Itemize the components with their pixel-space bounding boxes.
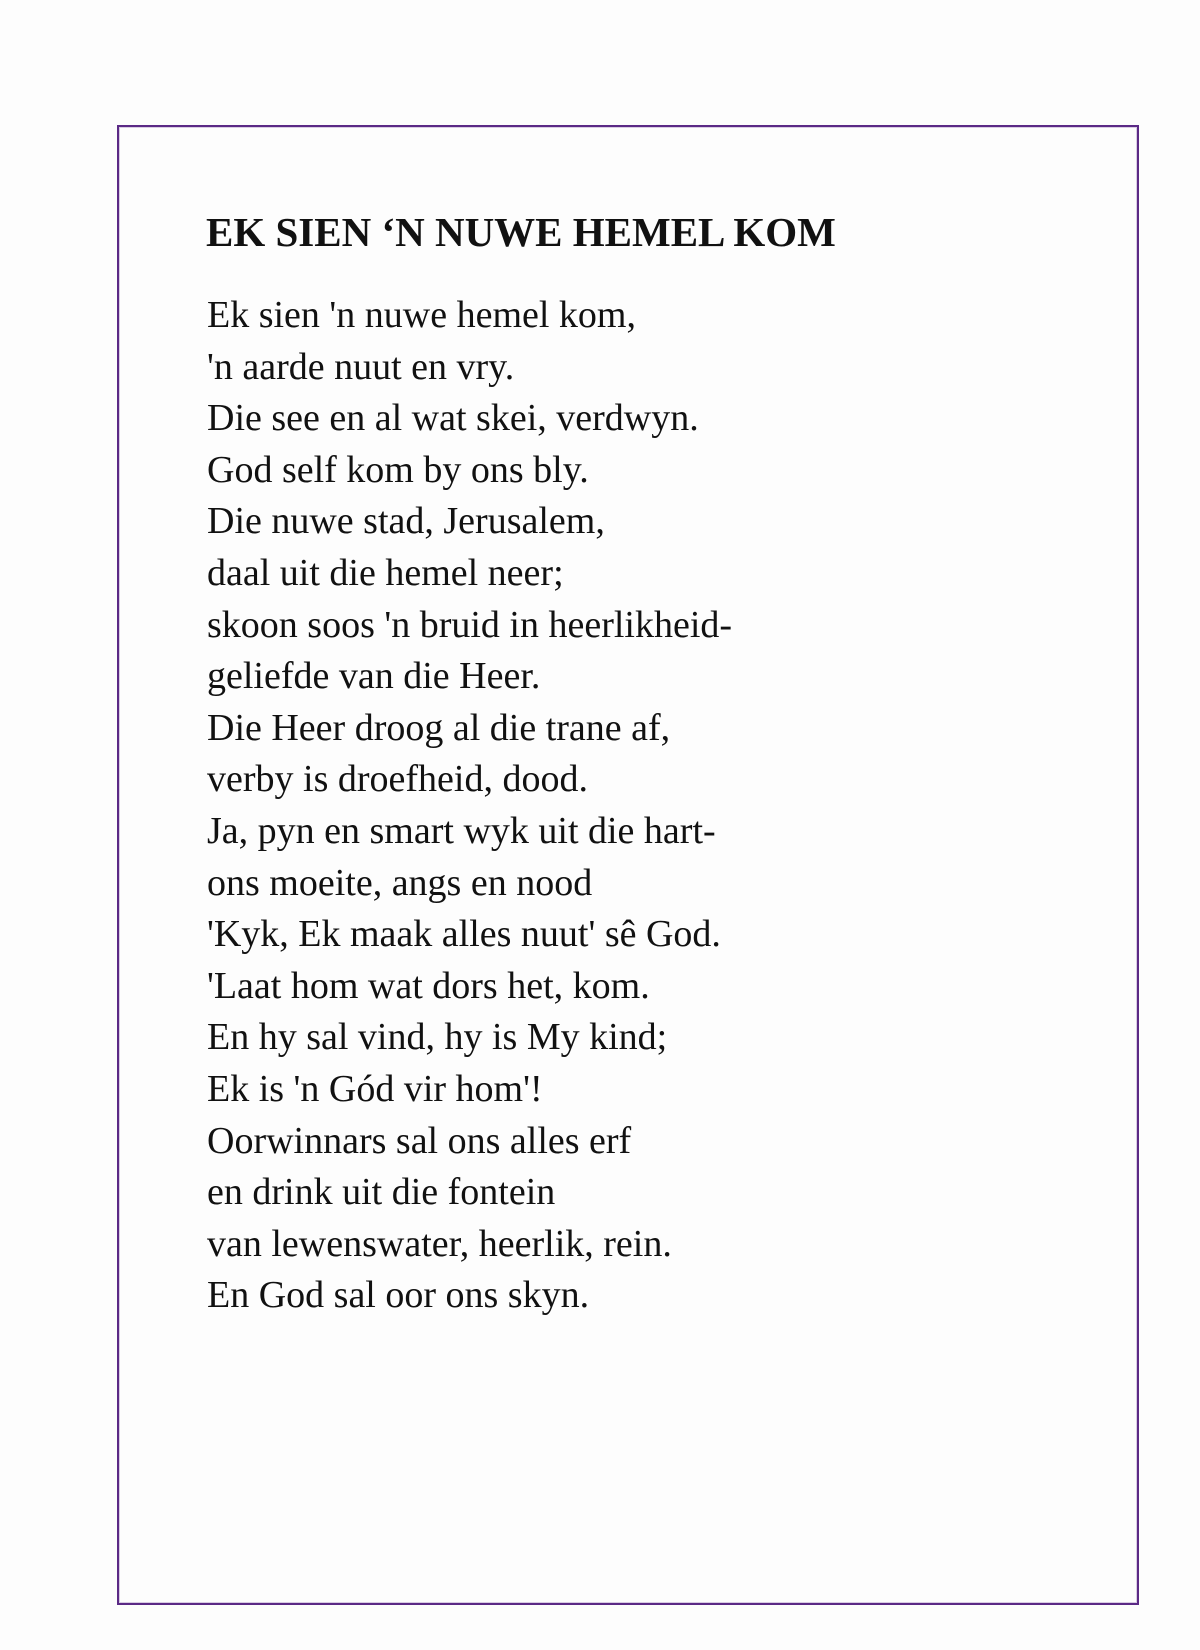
lyric-line: skoon soos 'n bruid in heerlikheid- [207, 603, 733, 646]
lyric-line: geliefde van die Heer. [207, 655, 541, 698]
lyric-line: verby is droefheid, dood. [207, 758, 588, 801]
lyric-line: 'n aarde nuut en vry. [207, 345, 515, 388]
lyric-line: daal uit die hemel neer; [207, 551, 564, 594]
song-lyrics [207, 290, 732, 1322]
lyric-line: Ja, pyn en smart wyk uit die hart- [207, 809, 716, 852]
lyric-line: En hy sal vind, hy is My kind; [207, 1016, 668, 1059]
lyric-line: Ek is 'n Gód vir hom'! [207, 1067, 543, 1110]
lyric-line: Die nuwe stad, Jerusalem, [207, 500, 605, 543]
lyric-line: Oorwinnars sal ons alles erf [207, 1119, 632, 1162]
lyric-line: 'Kyk, Ek maak alles nuut' sê God. [207, 913, 721, 956]
lyric-line: Die Heer droog al die trane af, [207, 706, 671, 749]
song-title: EK SIEN ‘N NUWE HEMEL KOM [206, 209, 836, 255]
lyric-line: ons moeite, angs en nood [207, 861, 593, 904]
lyric-line: van lewenswater, heerlik, rein. [207, 1222, 672, 1265]
lyric-line: God self kom by ons bly. [207, 448, 589, 491]
lyric-line: en drink uit die fontein [207, 1171, 556, 1214]
lyric-line: 'Laat hom wat dors het, kom. [207, 964, 650, 1007]
lyric-line: En God sal oor ons skyn. [207, 1274, 590, 1317]
lyric-line: Ek sien 'n nuwe hemel kom, [207, 294, 636, 336]
lyric-line: Die see en al wat skei, verdwyn. [207, 397, 699, 440]
